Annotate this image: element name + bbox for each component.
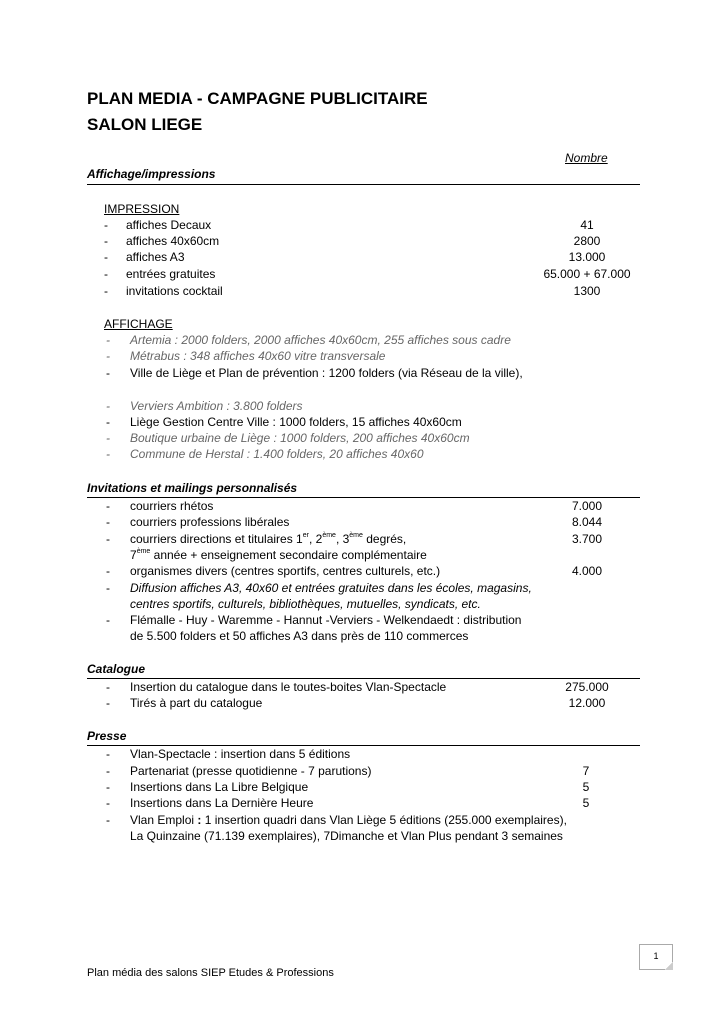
bullet-dash: -: [106, 764, 110, 778]
item-value: 3.700: [571, 532, 603, 546]
document-title: PLAN MEDIA - CAMPAGNE PUBLICITAIRE: [87, 89, 428, 108]
column-label-nombre: Nombre: [565, 151, 608, 165]
item-label: courriers directions et titulaires 1er, 2ème, 3ème degrés,: [130, 532, 407, 546]
item-label: invitations cocktail: [126, 284, 223, 298]
item-value: 13.000: [568, 250, 606, 264]
bullet-dash: -: [106, 415, 110, 429]
section-title-catalogue: Catalogue: [87, 662, 146, 676]
item-label: Partenariat (presse quotidienne - 7 parutions): [130, 764, 372, 778]
item-label: Artemia : 2000 folders, 2000 affiches 40x60cm, 255 affiches sous cadre: [130, 333, 511, 347]
item-value: 7.000: [571, 499, 603, 513]
item-label: Ville de Liège et Plan de prévention : 1200 folders (via Réseau de la ville),: [130, 366, 523, 380]
item-label: Vlan-Spectacle : insertion dans 5 éditions: [130, 747, 351, 761]
bullet-dash: -: [106, 747, 110, 761]
item-label: Insertion du catalogue dans le toutes-boites Vlan-Spectacle: [130, 680, 447, 694]
affichage-heading: AFFICHAGE: [104, 317, 173, 331]
item-label: Insertions dans La Dernière Heure: [130, 796, 314, 810]
bullet-dash: -: [104, 218, 108, 232]
page-number: 1: [653, 951, 659, 961]
item-label: entrées gratuites: [126, 267, 216, 281]
impression-heading: IMPRESSION: [104, 202, 180, 216]
footer-text: Plan média des salons SIEP Etudes & Professions: [87, 967, 334, 979]
item-value: 12.000: [568, 696, 606, 710]
bullet-dash: -: [106, 780, 110, 794]
bullet-dash: -: [106, 447, 110, 461]
item-label: Tirés à part du catalogue: [130, 696, 263, 710]
bullet-dash: -: [106, 366, 110, 380]
bullet-dash: -: [106, 613, 110, 627]
bullet-dash: -: [106, 349, 110, 363]
item-label: courriers rhétos: [130, 499, 214, 513]
section-title-invitations: Invitations et mailings personnalisés: [87, 481, 298, 495]
section-title-affichage: Affichage/impressions: [87, 167, 216, 181]
bullet-dash: -: [106, 399, 110, 413]
section-divider: [87, 184, 640, 185]
item-label: Verviers Ambition : 3.800 folders: [130, 399, 303, 413]
item-value: 8.044: [571, 515, 603, 529]
page-fold-corner: [665, 962, 673, 970]
item-value: 5: [582, 796, 590, 810]
item-value: 7: [582, 764, 590, 778]
bullet-dash: -: [106, 813, 110, 827]
bullet-dash: -: [106, 333, 110, 347]
item-value: 5: [582, 780, 590, 794]
bullet-dash: -: [106, 431, 110, 445]
item-label: affiches Decaux: [126, 218, 212, 232]
bullet-dash: -: [104, 234, 108, 248]
item-value: 2800: [573, 234, 601, 248]
bullet-dash: -: [106, 796, 110, 810]
page-number-box: [639, 944, 673, 970]
item-label-line2: de 5.500 folders et 50 affiches A3 dans près de 110 commerces: [130, 629, 469, 643]
item-value: 275.000: [565, 680, 609, 694]
item-label: affiches A3: [126, 250, 185, 264]
item-label: Commune de Herstal : 1.400 folders, 20 affiches 40x60: [130, 447, 424, 461]
item-label: Flémalle - Huy - Waremme - Hannut -Verviers - Welkendaedt : distribution: [130, 613, 522, 627]
item-label: Liège Gestion Centre Ville : 1000 folders, 15 affiches 40x60cm: [130, 415, 462, 429]
item-label: Vlan Emploi : 1 insertion quadri dans Vlan Liège 5 éditions (255.000 exemplaires),: [130, 813, 567, 827]
item-label: Métrabus : 348 affiches 40x60 vitre transversale: [130, 349, 386, 363]
item-value: 41: [580, 218, 594, 232]
item-label-line2: 7ème année + enseignement secondaire complémentaire: [130, 548, 427, 562]
section-divider: [87, 497, 640, 498]
item-value: 65.000 + 67.000: [543, 267, 631, 281]
bullet-dash: -: [106, 564, 110, 578]
section-title-presse: Presse: [87, 729, 127, 743]
item-label-line2: La Quinzaine (71.139 exemplaires), 7Dimanche et Vlan Plus pendant 3 semaines: [130, 829, 563, 843]
bullet-dash: -: [106, 696, 110, 710]
bullet-dash: -: [106, 532, 110, 546]
item-value: 1300: [573, 284, 601, 298]
bullet-dash: -: [104, 250, 108, 264]
item-label: Boutique urbaine de Liège : 1000 folders, 200 affiches 40x60cm: [130, 431, 470, 445]
item-label: Diffusion affiches A3, 40x60 et entrées gratuites dans les écoles, magasins,: [130, 581, 532, 595]
section-divider: [87, 745, 640, 746]
document-subtitle: SALON LIEGE: [87, 115, 203, 134]
bullet-dash: -: [104, 267, 108, 281]
bullet-dash: -: [104, 284, 108, 298]
section-divider: [87, 678, 640, 679]
bullet-dash: -: [106, 515, 110, 529]
item-label: organismes divers (centres sportifs, centres culturels, etc.): [130, 564, 441, 578]
item-value: 4.000: [571, 564, 603, 578]
item-label: courriers professions libérales: [130, 515, 290, 529]
bullet-dash: -: [106, 680, 110, 694]
item-label: Insertions dans La Libre Belgique: [130, 780, 309, 794]
item-label-line2: centres sportifs, culturels, bibliothèques, mutuelles, syndicats, etc.: [130, 597, 481, 611]
item-label: affiches 40x60cm: [126, 234, 220, 248]
bullet-dash: -: [106, 581, 110, 595]
bullet-dash: -: [106, 499, 110, 513]
